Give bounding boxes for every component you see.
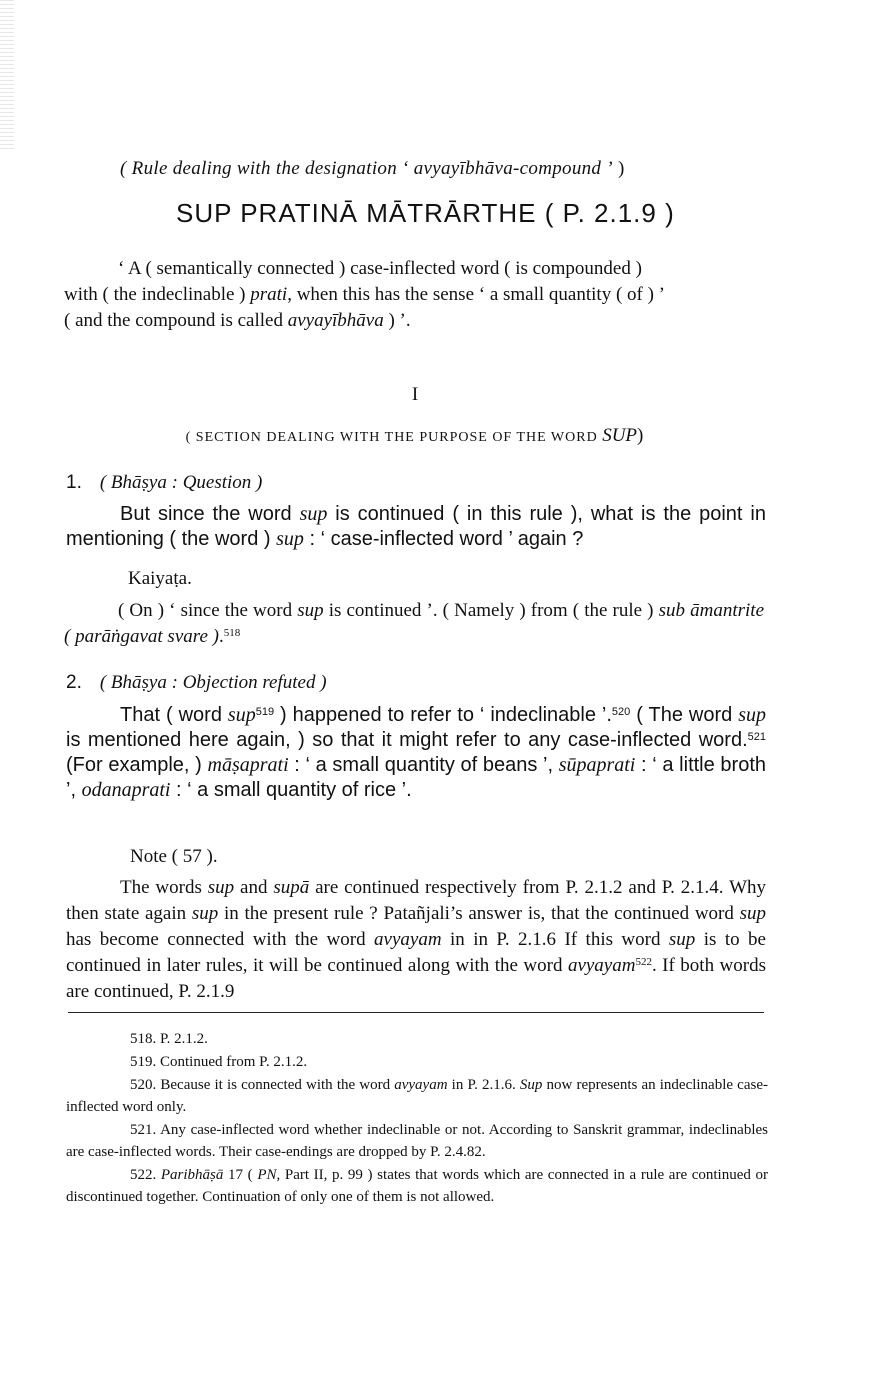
translation-line-2: with ( the indeclinable ) prati, when this has the sense ‘ a small quantity ( of ) ’	[64, 284, 666, 305]
item-2-heading: 2. ( Bhāṣya : Objection refuted )	[66, 672, 327, 693]
kaiyata-comment: ( On ) ‘ since the word sup is continued ’. ( Namely ) from ( the rule ) sub āmantrite ( parāṅgavat svare ).$^{518}$	[64, 600, 765, 647]
item-1-question: But since the word sup is continued ( in this rule ), what is the point in mentioning ( the word ) sup : ‘ case-inflected word ’ again ?	[66, 503, 766, 550]
rule-title: SUP PRATINĀ MĀTRĀRTHE ( P. 2.1.9 )	[176, 198, 675, 228]
note-body: The words sup and supā are continued respectively from P. 2.1.2 and P. 2.1.4. Why then state again sup in the present rule ? Patañjali’s answer is, that the continued word sup has become connected with the word avyayam in in P. 2.1.6 If this word sup is to be continued in later rules, it will be continued along with the word avyayam$^{522}$. If both words are continued, P. 2.1.9	[66, 877, 766, 1002]
footnote-519: 519. Continued from P. 2.1.2.	[130, 1054, 308, 1070]
section-heading: ( SECTION DEALING WITH THE PURPOSE OF THE WORD SUP)	[185, 425, 645, 446]
rule-translation	[64, 256, 764, 334]
kaiyata-label: Kaiyaṭa.	[128, 568, 192, 589]
note-label: Note ( 57 ).	[130, 846, 218, 867]
footnotes	[66, 1028, 768, 1208]
rule-subtitle: ( Rule dealing with the designation ‘ avyayībhāva-compound ’ )	[120, 158, 625, 179]
translation-line-3: ( and the compound is called avyayībhāva ) ’.	[64, 310, 411, 331]
item-1-heading: 1. ( Bhāṣya : Question )	[66, 472, 263, 493]
scan-edge-noise	[0, 0, 14, 150]
translation-line-1: ‘ A ( semantically connected ) case-inflected word ( is compounded )	[118, 258, 642, 279]
footnote-divider	[68, 1012, 764, 1013]
footnote-522: 522. Paribhāṣā 17 ( PN, Part II, p. 99 ) states that words which are connected in a rule are continued or discontinued together. Continuation of only one of them is not allowed.	[66, 1167, 769, 1205]
footnote-518: 518. P. 2.1.2.	[130, 1031, 208, 1047]
item-2-answer: That ( word sup$^{519}$ ) happened to refer to ‘ indeclinable ’.$^{520}$ ( The word sup is mentioned here again, ) so that it might refer to any case-inflected word.$^{521}$ (For example, ) māṣaprati : ‘ a small quantity of beans ’, sūpaprati : ‘ a little broth ’, odanaprati : ‘ a small quantity of rice ’.	[66, 704, 767, 801]
footnote-521: 521. Any case-inflected word whether indeclinable or not. According to Sanskrit grammar, indeclinables are case-inflected words. Their case-endings are dropped by P. 2.4.82.	[66, 1122, 768, 1160]
section-numeral: I	[411, 384, 419, 405]
footnote-520: 520. Because it is connected with the word avyayam in P. 2.1.6. Sup now represents an indeclinable case-inflected word only.	[66, 1077, 768, 1115]
